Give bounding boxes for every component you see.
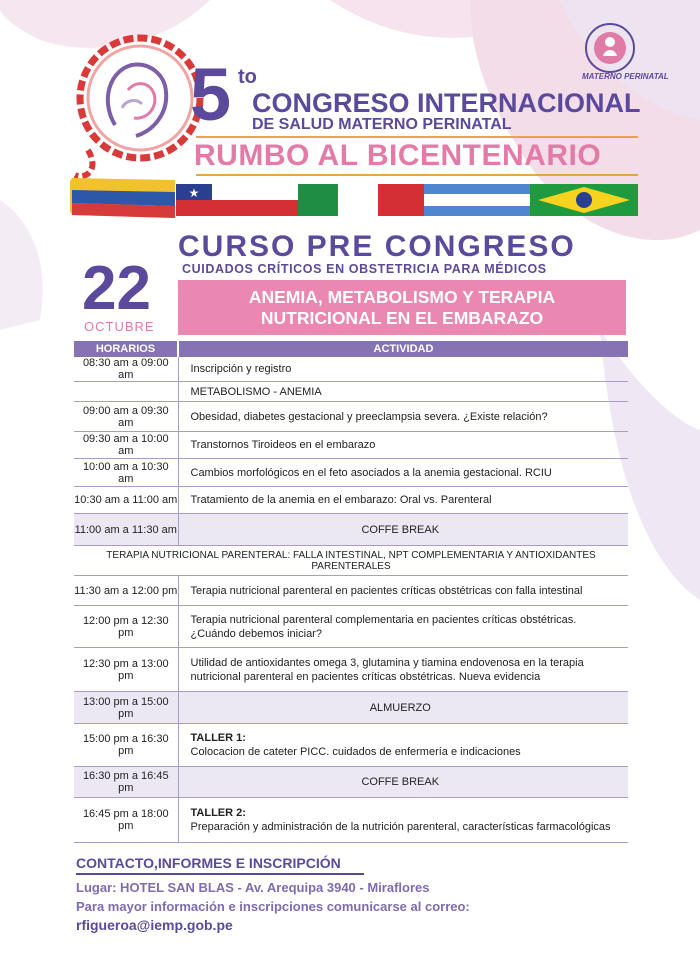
table-row	[74, 648, 628, 692]
time-cell: 11:00 am a 11:30 am	[74, 514, 178, 546]
table-row	[74, 576, 628, 606]
time-cell: 16:45 pm a 18:00 pm	[74, 798, 178, 843]
venue-text: Lugar: HOTEL SAN BLAS - Av. Arequipa 3940 - Miraflores	[76, 880, 430, 895]
course-subtitle: CUIDADOS CRÍTICOS EN OBSTETRICIA PARA MÉDICOS	[182, 262, 547, 276]
time-cell: 13:00 pm a 15:00 pm	[74, 692, 178, 724]
break-label: COFFE BREAK	[178, 514, 628, 546]
activity-line: ¿Cuándo debemos iniciar?	[190, 627, 322, 640]
activity-line: Terapia nutricional parenteral complementaria en pacientes críticas obstétricas.	[190, 613, 577, 626]
date-day: 22	[82, 254, 151, 323]
course-title: CURSO PRE CONGRESO	[178, 230, 576, 263]
activity-line: Colocacion de cateter PICC. cuidados de enfermería e indicaciones	[190, 746, 521, 758]
activity-cell: Cambios morfológicos en el feto asociados a la anemia gestacional. RCIU	[190, 466, 552, 479]
institute-logo-label: MATERNO PERINATAL	[582, 72, 669, 81]
table-row	[74, 487, 628, 514]
time-cell: 11:30 am a 12:00 pm	[74, 576, 178, 606]
edition-number: 5	[190, 53, 232, 136]
activity-cell: Tratamiento de la anemia en el embarazo: Oral vs. Parenteral	[190, 494, 492, 506]
table-row	[74, 798, 628, 843]
time-cell: 09:00 am a 09:30 am	[74, 402, 178, 432]
section-label: METABOLISMO - ANEMIA	[190, 385, 322, 398]
congress-subtitle: DE SALUD MATERNO PERINATAL	[252, 116, 512, 133]
table-row	[74, 724, 628, 767]
activity-cell: Obesidad, diabetes gestacional y preeclampsia severa. ¿Existe relación?	[190, 410, 548, 423]
topic-line-2: NUTRICIONAL EN EL EMBARAZO	[260, 307, 544, 328]
time-cell: 12:00 pm a 12:30 pm	[74, 606, 178, 648]
activity-cell: Inscripción y registro	[190, 363, 292, 375]
contact-underline	[76, 873, 364, 875]
congress-logo-icon	[75, 38, 200, 176]
schedule-table	[74, 341, 628, 843]
table-row	[74, 432, 628, 459]
time-cell: 08:30 am a 09:00 am	[74, 357, 178, 382]
column-header-activity: ACTIVIDAD	[178, 341, 628, 357]
edition-suffix: to	[238, 66, 257, 88]
break-label: ALMUERZO	[178, 692, 628, 724]
congress-title: CONGRESO INTERNACIONAL	[252, 88, 641, 118]
time-cell: 10:30 am a 11:00 am	[74, 487, 178, 514]
svg-text:★: ★	[188, 186, 200, 200]
section-label: TERAPIA NUTRICIONAL PARENTERAL: FALLA INTESTINAL, NPT COMPLEMENTARIA Y ANTIOXIDANTES PARENTERALES	[106, 549, 596, 572]
break-row	[74, 767, 628, 798]
workshop-title: TALLER 2:	[190, 807, 246, 819]
date-month: OCTUBRE	[84, 319, 155, 334]
activity-line: nutricional parenteral en pacientes críticas obstétricas. Nueva evidencia	[190, 670, 541, 683]
header-divider-top	[196, 136, 638, 138]
activity-cell: Transtornos Tiroideos en el embarazo	[190, 439, 376, 451]
break-row	[74, 514, 628, 546]
contact-heading: CONTACTO,INFORMES E INSCRIPCIÓN	[76, 855, 341, 871]
time-cell: 16:30 pm a 16:45 pm	[74, 767, 178, 798]
table-row	[74, 606, 628, 648]
table-row	[74, 459, 628, 487]
activity-cell: Terapia nutricional parenteral en pacientes críticas obstétricas con falla intestinal	[190, 584, 583, 597]
time-cell: 09:30 am a 10:00 am	[74, 432, 178, 459]
column-header-time: HORARIOS	[74, 341, 178, 357]
slogan: RUMBO AL BICENTENARIO	[194, 139, 602, 172]
table-row	[74, 402, 628, 432]
topic-banner	[178, 280, 626, 335]
info-text: Para mayor información e inscripciones comunicarse al correo:	[76, 899, 470, 914]
time-cell: 10:00 am a 10:30 am	[74, 459, 178, 487]
activity-line: Preparación y administración de la nutrición parenteral, características farmacológicas	[190, 821, 611, 833]
header-divider-bottom	[196, 174, 638, 176]
break-row	[74, 692, 628, 724]
workshop-title: TALLER 1:	[190, 732, 246, 744]
time-cell: 15:00 pm a 16:30 pm	[74, 724, 178, 767]
contact-email[interactable]: rfigueroa@iemp.gob.pe	[76, 917, 233, 933]
time-cell: 12:30 pm a 13:00 pm	[74, 648, 178, 692]
section-row	[74, 382, 628, 402]
full-section-row	[74, 546, 628, 576]
topic-line-1: ANEMIA, METABOLISMO Y TERAPIA	[248, 286, 556, 307]
activity-line: Utilidad de antioxidantes omega 3, glutamina y tiamina endovenosa en la terapia	[190, 656, 584, 669]
table-row	[74, 357, 628, 382]
break-label: COFFE BREAK	[178, 767, 628, 798]
